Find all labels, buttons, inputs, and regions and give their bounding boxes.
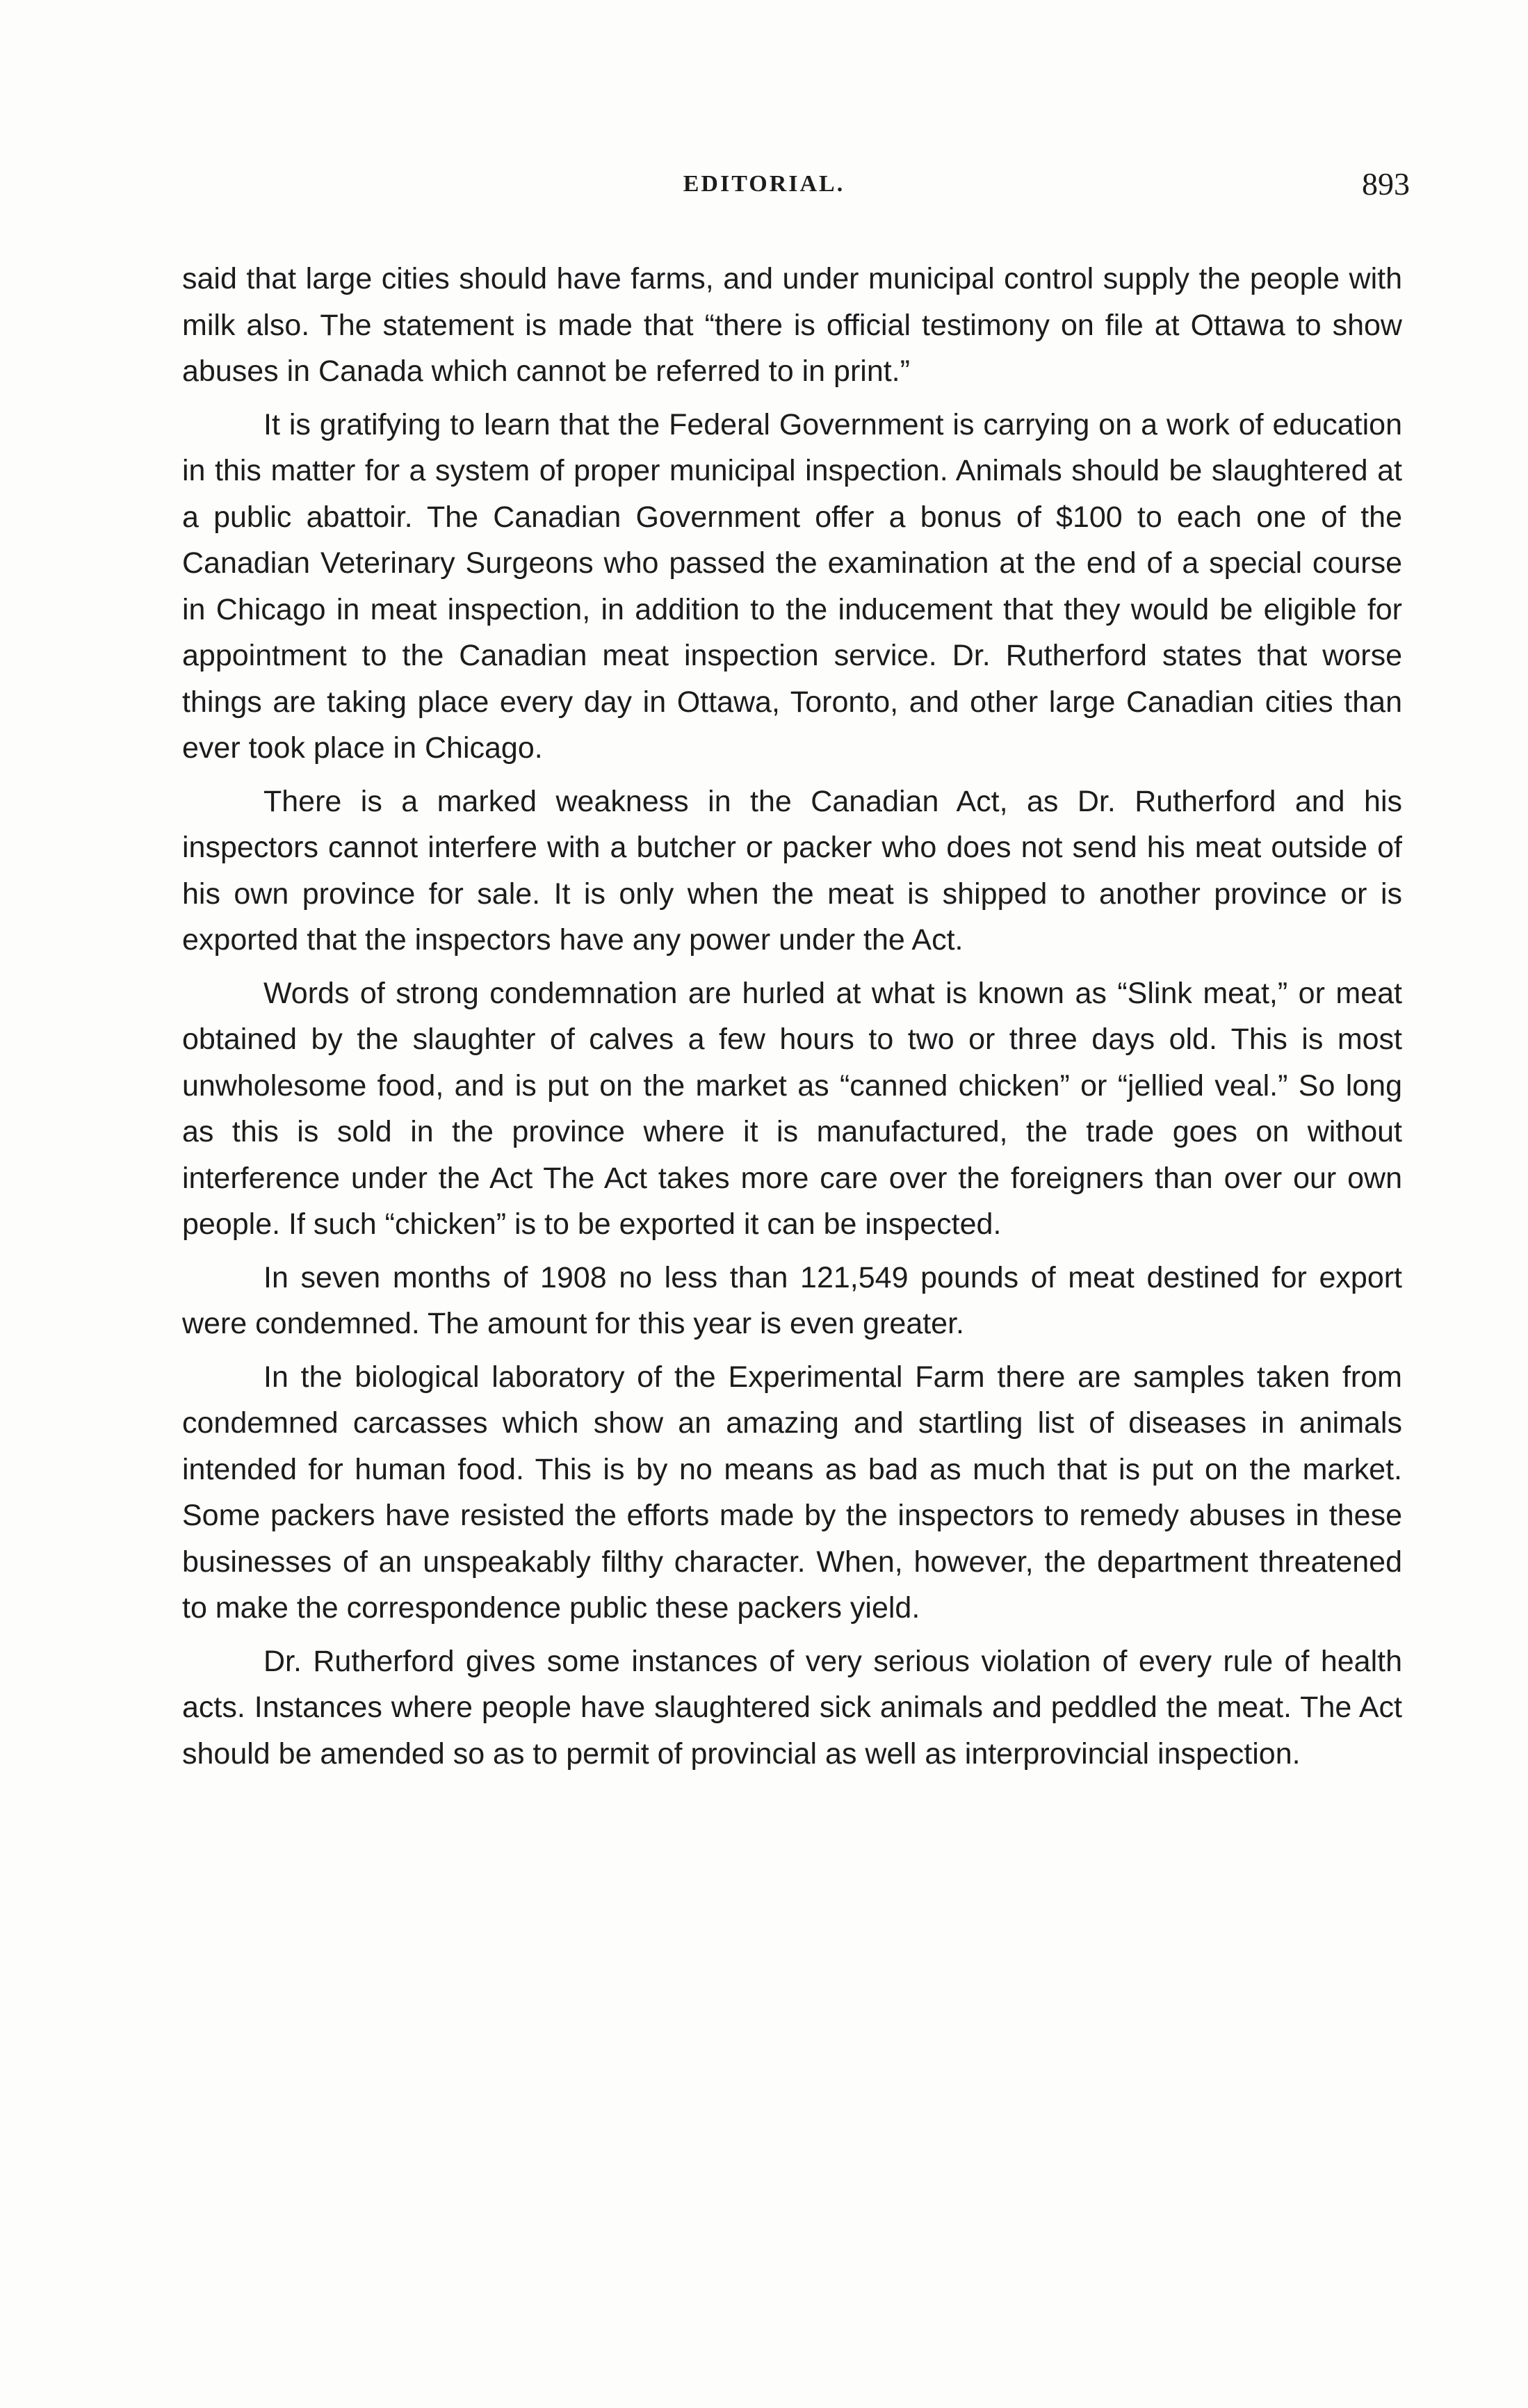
page-number: 893 bbox=[1362, 166, 1410, 202]
paragraph: In seven months of 1908 no less than 121,549 pounds of meat destined for export were condemned. The amount for this year is even greater. bbox=[182, 1260, 1402, 1340]
running-head bbox=[0, 165, 1528, 207]
paragraph: said that large cities should have farms, and under municipal control supply the people with milk also. The statement is made that “there is official testimony on file at Ottawa to show abuses in Canada which cannot be referred to in print.” bbox=[182, 262, 1402, 388]
body-text bbox=[182, 256, 1402, 1777]
paragraph: There is a marked weakness in the Canadian Act, as Dr. Rutherford and his inspectors cannot interfere with a butcher or packer who does not send his meat outside of his own province for sale. It is only when the meat is shipped to another province or is exported that the inspectors have any power under the Act. bbox=[182, 784, 1402, 957]
paragraph: Dr. Rutherford gives some instances of very serious violation of every rule of health acts. Instances where people have slaughtered sick animals and peddled the meat. The Act should be amended so as to permit of provincial as well as interprovincial inspection. bbox=[182, 1644, 1402, 1771]
running-title: EDITORIAL. bbox=[683, 171, 845, 197]
paragraph: It is gratifying to learn that the Federal Government is carrying on a work of education in this matter for a system of proper municipal inspection. Animals should be slaughtered at a public abattoir. The Canadian Government offer a bonus of $100 to each one of the Canadian Veterinary Surgeons who passed the examination at the end of a special course in Chicago in meat inspection, in addition to the inducement that they would be eligible for appointment to the Canadian meat inspection service. Dr. Rutherford states that worse things are taking place every day in Ottawa, Toronto, and other large Canadian cities than ever took place in Chicago. bbox=[182, 407, 1402, 765]
paragraph: Words of strong condemnation are hurled at what is known as “Slink meat,” or meat obtained by the slaughter of calves a few hours to two or three days old. This is most unwholesome food, and is put on the market as “canned chicken” or “jellied veal.” So long as this is sold in the province where it is manufactured, the trade goes on without interference under the Act The Act takes more care over the foreigners than over our own people. If such “chicken” is to be exported it can be inspected. bbox=[182, 976, 1402, 1241]
paragraph: In the biological laboratory of the Experimental Farm there are samples taken from condemned carcasses which show an amazing and startling list of diseases in animals intended for human food. This is by no means as bad as much that is put on the market. Some packers have resisted the efforts made by the inspectors to remedy abuses in these businesses of an unspeakably filthy character. When, however, the department threatened to make the correspondence public these packers yield. bbox=[182, 1360, 1402, 1625]
